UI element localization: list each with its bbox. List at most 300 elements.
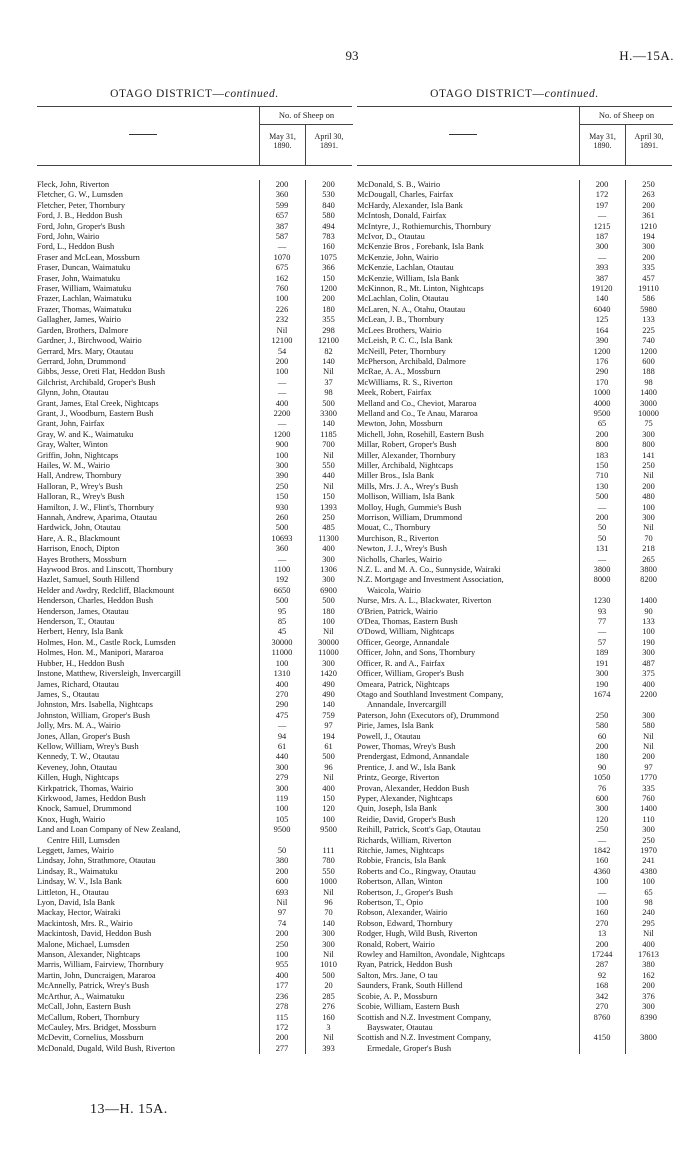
owner-name: McDevitt, Cornelius, Mossburn	[37, 1033, 144, 1043]
owner-name: Morrison, William, Drummond	[357, 513, 463, 522]
sheep-1890: 187	[595, 232, 609, 242]
sheep-1891: 1400	[640, 596, 657, 606]
sheep-1890: 290	[595, 367, 609, 377]
sheep-1891: 2200	[640, 689, 657, 699]
column-header-1890: May 31, 1890.	[259, 124, 305, 165]
owner-name: O'Dea, Thomas, Eastern Bush	[357, 617, 458, 627]
sheep-1891: 37	[324, 377, 333, 387]
sheep-1891: 361	[642, 211, 655, 221]
sheep-1890: 277	[275, 1043, 289, 1053]
sheep-1890: 8760	[593, 1012, 611, 1022]
owner-name: Fraser, William, Waimatuku	[37, 284, 132, 294]
owner-name: Harrison, Enoch, Dipton	[37, 544, 120, 554]
sheep-1891: Nil	[323, 481, 334, 491]
owner-name: Hayes Brothers, Mossburn	[37, 554, 127, 564]
column-rule	[579, 180, 580, 1054]
sheep-1891: 300	[642, 710, 655, 720]
sheep-1890: 65	[597, 419, 607, 429]
owner-name: Nicholls, Charles, Wairio	[357, 554, 442, 564]
owner-name: McHardy, Alexander, Isla Bank	[357, 200, 463, 210]
name-column-header	[357, 107, 579, 165]
sheep-1891: 440	[322, 471, 335, 481]
owner-name: Michell, John, Rosehill, Eastern Bush	[357, 429, 484, 439]
sheep-1890: Nil	[276, 325, 288, 335]
owner-name: Haywood Bros. and Linscott, Thornbury	[37, 565, 174, 575]
table-body	[357, 180, 672, 1054]
owner-name: Ryan, Patrick, Heddon Bush	[357, 960, 453, 970]
sheep-1891: 300	[322, 929, 335, 939]
owner-name: McCall, John, Eastern Bush	[37, 1002, 131, 1012]
sheep-1890: 172	[595, 190, 609, 200]
sheep-1891: 840	[322, 200, 335, 210]
sheep-1891: 3300	[320, 408, 337, 418]
owner-name: Scobie, A. P., Mossburn	[357, 991, 438, 1001]
sheep-1890: 587	[275, 232, 289, 242]
sheep-1891: 9500	[320, 825, 337, 835]
owner-name: Frazer, Thomas, Waimatuku	[37, 304, 132, 314]
sheep-1891: 250	[642, 835, 655, 845]
sheep-1890: 250	[595, 825, 609, 835]
sheep-1890: 100	[275, 450, 289, 460]
owner-name: Littleton, H., Otautau	[37, 887, 109, 897]
owner-name: Hazlet, Samuel, South Hillend	[37, 575, 140, 585]
sheep-1890: 387	[275, 221, 289, 231]
sheep-1891: 110	[642, 814, 655, 824]
owner-name: Lindsay, W. V., Isla Bank	[37, 877, 122, 887]
sheep-1891: 11300	[318, 533, 339, 543]
owner-name: McIntyre, J., Rothiemurchis, Thornbury	[357, 221, 492, 231]
sheep-1890: 500	[275, 596, 289, 606]
sheep-1890: 10693	[271, 533, 293, 543]
sheep-1891: 485	[322, 523, 335, 533]
owner-name: Miller Bros., Isla Bank	[357, 471, 434, 481]
owner-name: Johnston, Mrs. Isabella, Nightcaps	[37, 700, 153, 710]
owner-name: Lindsay, R., Waimatuku	[37, 866, 118, 876]
sheep-1891: 98	[644, 377, 653, 387]
sheep-1891: 300	[642, 825, 655, 835]
sheep-1891: Nil	[323, 887, 334, 897]
sheep-1891: 300	[642, 648, 655, 658]
sheep-1891: 300	[642, 1002, 655, 1012]
owner-name: McLeish, P. C. C., Isla Bank	[357, 336, 453, 346]
sheep-1891: 100	[322, 617, 335, 627]
sheep-1890: 1674	[593, 689, 611, 699]
owner-name: Meek, Robert, Fairfax	[357, 388, 432, 398]
owner-name: Ford, John, Groper's Bush	[37, 221, 125, 231]
owner-name: Henderson, T., Otautau	[37, 617, 115, 627]
sheep-1890: 30000	[271, 637, 293, 647]
owner-name: Provan, Alexander, Heddon Bush	[357, 783, 470, 793]
sheep-1891	[305, 836, 352, 846]
sheep-1890: 1100	[273, 565, 291, 575]
owner-name: Kellow, William, Wrey's Bush	[37, 741, 139, 751]
owner-name: Keveney, John, Otautau	[37, 762, 117, 772]
sheep-1890: 131	[595, 544, 609, 554]
owner-name: Ford, L., Heddon Bush	[37, 242, 115, 252]
owner-name: Mackintosh, Mrs. R., Wairio	[37, 918, 133, 928]
sheep-1891: 295	[642, 918, 655, 928]
sheep-1890: 17244	[591, 950, 613, 960]
sheep-1890	[259, 836, 305, 846]
owner-name: James, S., Otautau	[37, 689, 100, 699]
owner-name: N.Z. L. and M. A. Co., Sunnyside, Wairaki	[357, 565, 501, 575]
document-reference: H.—15A.	[619, 48, 674, 63]
sheep-1890: 190	[595, 679, 609, 689]
owner-name: Grant, John, Fairfax	[37, 419, 105, 429]
sheep-1891: 783	[322, 232, 335, 242]
owner-name: McArthur, A., Waimatuku	[37, 991, 125, 1001]
sheep-1891: 194	[322, 731, 335, 741]
owner-name: Scobie, William, Eastern Bush	[357, 1002, 460, 1012]
owner-name: McPherson, Archibald, Dalmore	[357, 356, 466, 366]
owner-name: Annandale, Invercargill	[367, 700, 447, 710]
owner-name: Grant, J., Woodburn, Eastern Bush	[37, 408, 154, 418]
owner-name: McKenzie, John, Wairio	[357, 252, 439, 262]
table-header	[357, 106, 672, 166]
owner-name: McLachlan, Colin, Otautau	[357, 294, 449, 304]
sheep-1891: 160	[322, 242, 335, 252]
sheep-1890: 270	[595, 918, 609, 928]
sheep-1891: 586	[642, 294, 655, 304]
owner-name: Garden, Brothers, Dalmore	[37, 325, 129, 335]
sheep-1891: 70	[324, 908, 333, 918]
sheep-1890: 176	[595, 356, 609, 366]
owner-name: Mouat, C., Thornbury	[357, 523, 431, 533]
sheep-1890: 360	[275, 544, 289, 554]
footer-reference: 13—H. 15A.	[90, 1102, 168, 1117]
sheep-1890: 200	[275, 866, 289, 876]
owner-name: O'Dowd, William, Nightcaps	[357, 627, 455, 637]
sheep-1890: 6650	[273, 585, 291, 595]
owner-name: O'Brien, Patrick, Wairio	[357, 606, 438, 616]
sheep-1890: 693	[275, 887, 289, 897]
owner-name: Gilchrist, Archibald, Groper's Bush	[37, 377, 156, 387]
owner-name: Kennedy, T. W., Otautau	[37, 752, 120, 762]
sheep-1890: —	[597, 554, 607, 564]
sheep-1891: 1393	[320, 502, 337, 512]
sheep-1891: 200	[322, 180, 335, 189]
district-title: OTAGO DISTRICT—continued.	[430, 88, 599, 100]
sheep-1890: 60	[597, 731, 607, 741]
sheep-1891: 700	[322, 440, 335, 450]
sheep-1891: 96	[324, 898, 333, 908]
sheep-1890: 278	[275, 1002, 289, 1012]
sheep-1890: 400	[275, 398, 289, 408]
owner-name: Fraser, John, Waimatuku	[37, 273, 121, 283]
sheep-1891: 200	[642, 981, 655, 991]
owner-name: McCauley, Mrs. Bridget, Mossburn	[37, 1022, 157, 1032]
sheep-1891: Nil	[323, 450, 334, 460]
sheep-1891: 355	[322, 315, 335, 325]
sheep-1891: 70	[644, 533, 653, 543]
sheep-1890: —	[277, 388, 287, 398]
owner-name: Killen, Hugh, Nightcaps	[37, 773, 119, 783]
sheep-1891: 82	[324, 346, 333, 356]
sheep-1890: 97	[277, 908, 287, 918]
owner-name: McKenzie, Lachlan, Otautau	[357, 263, 454, 273]
owner-name: Robertson, Allan, Winton	[357, 877, 443, 887]
sheep-1890: 930	[275, 502, 289, 512]
owner-name: Land and Loan Company of New Zealand,	[37, 825, 181, 835]
owner-name: McKenzie Bros , Forebank, Isla Bank	[357, 242, 484, 252]
sheep-1891	[625, 1023, 672, 1033]
sheep-count-group-header: No. of Sheep on	[579, 107, 673, 125]
sheep-1891: 490	[322, 679, 335, 689]
sheep-1890: 74	[277, 918, 287, 928]
owner-name: Officer, R. and A., Fairfax	[357, 658, 445, 668]
owner-name: Mollison, William, Isla Bank	[357, 492, 455, 502]
owner-name: Fletcher, G. W., Lumsden	[37, 190, 123, 200]
owner-name: Murchison, R., Riverton	[357, 533, 439, 543]
owner-name: Saunders, Frank, South Hillend	[357, 981, 463, 991]
sheep-1890	[579, 700, 625, 710]
sheep-1891: 200	[322, 294, 335, 304]
owner-name: Frazer, Lachlan, Waimatuku	[37, 294, 132, 304]
owner-name: Lindsay, John, Strathmore, Otautau	[37, 856, 156, 866]
sheep-1890: —	[597, 211, 607, 221]
sheep-1891: 265	[642, 554, 655, 564]
sheep-1890: 115	[275, 1012, 289, 1022]
owner-name: Hamilton, J. W., Flint's, Thornbury	[37, 502, 154, 512]
sheep-1890: 95	[277, 606, 287, 616]
sheep-1890: 100	[275, 367, 289, 377]
sheep-1890: 19120	[591, 284, 613, 294]
owner-name: Rodger, Hugh, Wild Bush, Riverton	[357, 929, 478, 939]
sheep-1890: 100	[275, 950, 289, 960]
sheep-1890: 200	[595, 939, 609, 949]
sheep-1891: 12100	[318, 336, 339, 346]
sheep-1891	[625, 1044, 672, 1054]
sheep-1890: 177	[275, 981, 289, 991]
owner-name: Jones, Allan, Groper's Bush	[37, 731, 130, 741]
sheep-1890: 580	[595, 721, 609, 731]
owner-name: Helder and Awdry, Redcliff, Blackmount	[37, 585, 175, 595]
sheep-1891: 120	[322, 804, 335, 814]
sheep-1891: 97	[644, 762, 653, 772]
column-rule	[259, 180, 260, 1054]
owner-name: Officer, William, Groper's Bush	[357, 669, 464, 679]
sheep-1890: 9500	[593, 408, 611, 418]
owner-name: Otago and Southland Investment Company,	[357, 689, 504, 699]
owner-name: Griffin, John, Nightcaps	[37, 450, 119, 460]
sheep-1891: 19110	[638, 284, 659, 294]
owner-name: McDonald, Dugald, Wild Bush, Riverton	[37, 1043, 175, 1053]
table-header	[37, 106, 352, 166]
sheep-1891: 800	[642, 440, 655, 450]
sheep-1891: 487	[642, 658, 655, 668]
sheep-1891: 300	[322, 575, 335, 585]
sheep-1890: 475	[275, 710, 289, 720]
page-number: 93	[345, 48, 359, 63]
sheep-1891: 1200	[640, 346, 657, 356]
sheep-1890: 657	[275, 211, 289, 221]
sheep-1891: 400	[322, 783, 335, 793]
sheep-1890: —	[597, 252, 607, 262]
sheep-1890: 100	[275, 804, 289, 814]
sheep-1891: 1400	[640, 388, 657, 398]
sheep-1891: 5980	[640, 304, 657, 314]
owner-name: Officer, John, and Sons, Thornbury	[357, 648, 476, 658]
owner-name: Hubber, H., Heddon Bush	[37, 658, 125, 668]
sheep-1890: 180	[595, 752, 609, 762]
sheep-1891: 500	[322, 398, 335, 408]
sheep-1891: 97	[324, 721, 333, 731]
owner-name: Robson, Alexander, Wairio	[357, 908, 448, 918]
owner-name: Centre Hill, Lumsden	[47, 835, 120, 845]
owner-name: Gallagher, James, Wairio	[37, 315, 121, 325]
owner-name: Mewton, John, Mossburn	[357, 419, 443, 429]
owner-name: Pyper, Alexander, Nightcaps	[357, 793, 453, 803]
owner-name: Melland and Co., Te Anau, Mararoa	[357, 408, 478, 418]
owner-name: Gray, W. and K., Waimatuku	[37, 429, 134, 439]
owner-name: Henderson, Charles, Heddon Bush	[37, 596, 154, 606]
owner-name: McIvor, D., Otautau	[357, 232, 425, 242]
sheep-1890: 50	[277, 846, 287, 855]
sheep-1891: 30000	[318, 637, 339, 647]
owner-name: Gibbs, Jesse, Oreti Flat, Heddon Bush	[37, 367, 165, 377]
owner-name: Melland and Co., Cheviot, Mararoa	[357, 398, 477, 408]
sheep-1891	[625, 586, 672, 596]
owner-name: Robbie, Francis, Isla Bank	[357, 856, 447, 866]
sheep-1890: 200	[275, 356, 289, 366]
sheep-1891: Nil	[323, 773, 334, 783]
sheep-1890: 200	[275, 929, 289, 939]
sheep-1891: 740	[642, 336, 655, 346]
sheep-1891: 250	[642, 180, 655, 189]
owner-name: Bayswater, Otautau	[367, 1022, 433, 1032]
sheep-1891: 140	[322, 356, 335, 366]
sheep-1891: 188	[642, 367, 655, 377]
sheep-1890: 1050	[593, 773, 611, 783]
sheep-1891: 276	[322, 1002, 335, 1012]
sheep-1890: 100	[595, 898, 609, 908]
sheep-1891: 760	[642, 793, 655, 803]
sheep-1891: 1770	[640, 773, 657, 783]
sheep-1891: 6900	[320, 585, 337, 595]
column-rule	[625, 180, 626, 1054]
owner-name: Molloy, Hugh, Gummie's Bush	[357, 502, 462, 512]
sheep-1891: 140	[322, 700, 335, 710]
sheep-1890: 400	[275, 679, 289, 689]
sheep-1891: 180	[322, 606, 335, 616]
left-column	[37, 86, 352, 1054]
sheep-1891: 300	[642, 429, 655, 439]
sheep-1890: 287	[595, 960, 609, 970]
sheep-1890: 1000	[593, 388, 611, 398]
sheep-1891: 100	[642, 502, 655, 512]
sheep-1890: —	[277, 721, 287, 731]
owner-name: Robertson, J., Groper's Bush	[357, 887, 453, 897]
sheep-1890: 164	[595, 325, 609, 335]
sheep-1890: 200	[275, 180, 289, 189]
sheep-1890: 955	[275, 960, 289, 970]
sheep-1890: 200	[595, 429, 609, 439]
owner-name: Ford, J. B., Heddon Bush	[37, 211, 123, 221]
owner-name: Ritchie, James, Nightcaps	[357, 846, 444, 855]
sheep-1891: 160	[322, 1012, 335, 1022]
sheep-1890: 2200	[273, 408, 291, 418]
sheep-1891: 500	[322, 970, 335, 980]
owner-name: McNeill, Peter, Thornbury	[357, 346, 446, 356]
sheep-1890: 800	[595, 440, 609, 450]
sheep-1890: 400	[275, 970, 289, 980]
owner-name: Herbert, Henry, Isla Bank	[37, 627, 124, 637]
sheep-1891: Nil	[643, 741, 654, 751]
sheep-1891: 1185	[320, 429, 337, 439]
sheep-1890: 1310	[273, 669, 291, 679]
sheep-1890: 500	[595, 492, 609, 502]
sheep-1890: 94	[277, 731, 287, 741]
sheep-1891: 1010	[320, 960, 337, 970]
sheep-1891: 3800	[640, 1033, 657, 1043]
sheep-1890: 200	[595, 513, 609, 522]
sheep-1891: 100	[322, 814, 335, 824]
owner-name: Halloran, P., Wrey's Bush	[37, 481, 123, 491]
sheep-1890: 9500	[273, 825, 291, 835]
sheep-1890: 85	[277, 617, 287, 627]
sheep-1891: 759	[322, 710, 335, 720]
sheep-1891: 480	[642, 492, 655, 502]
sheep-1891: 250	[322, 513, 335, 522]
sheep-1891: 780	[322, 856, 335, 866]
sheep-1891: Nil	[323, 1033, 334, 1043]
owner-name: Fletcher, Peter, Thornbury	[37, 200, 126, 210]
sheep-1890: —	[277, 377, 287, 387]
sheep-1890: —	[597, 627, 607, 637]
sheep-1890: 270	[595, 1002, 609, 1012]
sheep-1890: 232	[275, 315, 289, 325]
owner-name: Malone, Michael, Lumsden	[37, 939, 130, 949]
sheep-1891: 300	[322, 554, 335, 564]
owner-name: Reihill, Patrick, Scott's Gap, Otautau	[357, 825, 481, 835]
sheep-1891: 4380	[640, 866, 657, 876]
sheep-1890: Nil	[276, 898, 288, 908]
sheep-1890: 226	[275, 304, 289, 314]
sheep-1891: 457	[642, 273, 655, 283]
column-header-1890: May 31, 1890.	[579, 124, 625, 165]
district-title: OTAGO DISTRICT—continued.	[110, 88, 279, 100]
owner-name: N.Z. Mortgage and Investment Association,	[357, 575, 504, 585]
owner-name: Gerrard, Mrs. Mary, Otautau	[37, 346, 134, 356]
owner-name: Glynn, John, Otautau	[37, 388, 109, 398]
sheep-1891: 400	[642, 679, 655, 689]
owner-name: Kirkpatrick, Thomas, Wairio	[37, 783, 134, 793]
owner-name: McDonald, S. B., Wairio	[357, 180, 441, 189]
owner-name: Gardner, J., Birchwood, Wairio	[37, 336, 142, 346]
sheep-1890: 57	[597, 637, 607, 647]
sheep-1890: 61	[277, 741, 287, 751]
sheep-1891: 3800	[640, 565, 657, 575]
sheep-1890: 300	[595, 242, 609, 252]
sheep-1890: 13	[597, 929, 607, 939]
owner-name: Nurse, Mrs. A. L., Blackwater, Riverton	[357, 596, 492, 606]
sheep-1891: 300	[642, 242, 655, 252]
sheep-1890: 760	[275, 284, 289, 294]
sheep-1891: 1400	[640, 804, 657, 814]
sheep-1891: Nil	[323, 367, 334, 377]
sheep-1890	[579, 1023, 625, 1033]
sheep-1890: 1215	[593, 221, 611, 231]
sheep-1890: 183	[595, 450, 609, 460]
owner-name: Holmes, Hon. M., Castle Rock, Lumsden	[37, 637, 176, 647]
sheep-1890: 4000	[593, 398, 611, 408]
owner-name: Miller, Archibald, Nightcaps	[357, 460, 453, 470]
sheep-1891: 3000	[640, 398, 657, 408]
owner-name: Hall, Andrew, Thornbury	[37, 471, 122, 481]
column-header-1891: April 30, 1891.	[625, 124, 672, 165]
owner-name: McRae, A. A., Mossburn	[357, 367, 441, 377]
owner-name: Printz, George, Riverton	[357, 773, 440, 783]
